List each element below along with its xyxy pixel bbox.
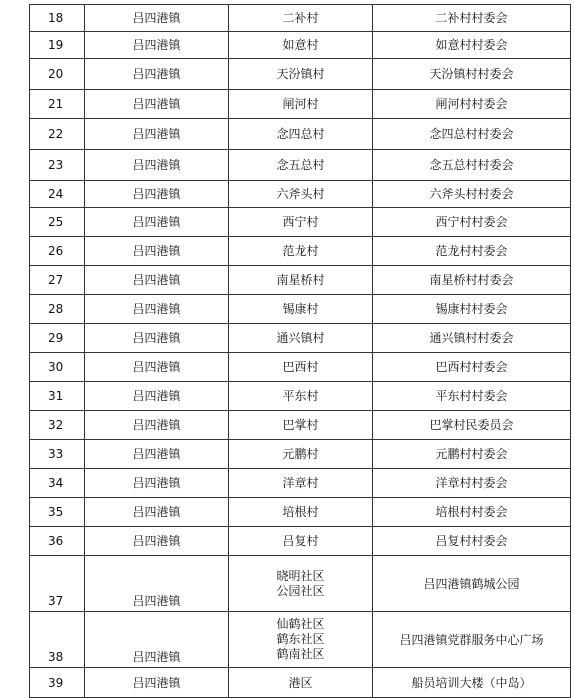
unit-cell: 通兴镇村村委会: [373, 324, 571, 353]
row-number: 18: [30, 5, 85, 32]
row-number: 19: [30, 32, 85, 59]
village-cell: 西宁村: [229, 208, 373, 237]
unit-cell: 巴掌村民委员会: [373, 411, 571, 440]
village-line: 公园社区: [276, 583, 325, 598]
table-row: [30, 150, 571, 181]
row-number: 39: [30, 668, 85, 698]
unit-cell: 范龙村村委会: [373, 237, 571, 266]
village-cell: [229, 556, 373, 612]
unit-cell: 念五总村村委会: [373, 150, 571, 181]
row-number: 21: [30, 90, 85, 119]
town-cell: 吕四港镇: [85, 469, 229, 498]
village-cell: 如意村: [229, 32, 373, 59]
table-row: [30, 266, 571, 295]
town-cell: 吕四港镇: [85, 556, 229, 612]
village-line: 晓明社区: [276, 568, 325, 583]
town-cell: 吕四港镇: [85, 498, 229, 527]
town-cell: 吕四港镇: [85, 411, 229, 440]
table-row-37: [30, 556, 571, 612]
table-row: [30, 119, 571, 150]
row-number: 24: [30, 181, 85, 208]
unit-cell: 念四总村村委会: [373, 119, 571, 150]
village-cell: 巴西村: [229, 353, 373, 382]
row-number: 28: [30, 295, 85, 324]
table-row: [30, 208, 571, 237]
row-number: 38: [30, 612, 85, 668]
unit-cell: 闸河村村委会: [373, 90, 571, 119]
town-cell: 吕四港镇: [85, 150, 229, 181]
village-cell: [229, 612, 373, 668]
town-cell: 吕四港镇: [85, 32, 229, 59]
village-cell: 培根村: [229, 498, 373, 527]
table-row-39: [30, 668, 571, 698]
row-number: 27: [30, 266, 85, 295]
village-cell: 二补村: [229, 5, 373, 32]
table-row: [30, 469, 571, 498]
row-number: 26: [30, 237, 85, 266]
village-cell: 港区: [229, 668, 373, 698]
row-number: 35: [30, 498, 85, 527]
table-row: [30, 237, 571, 266]
row-number: 36: [30, 527, 85, 556]
village-cell: 范龙村: [229, 237, 373, 266]
town-cell: 吕四港镇: [85, 353, 229, 382]
table-row: [30, 5, 571, 32]
village-cell: 巴掌村: [229, 411, 373, 440]
unit-cell: 西宁村村委会: [373, 208, 571, 237]
unit-cell: 船员培训大楼（中岛）: [373, 668, 571, 698]
town-cell: 吕四港镇: [85, 266, 229, 295]
unit-cell: 吕复村村委会: [373, 527, 571, 556]
table-row: [30, 527, 571, 556]
table-row: [30, 295, 571, 324]
town-cell: 吕四港镇: [85, 5, 229, 32]
table-row: [30, 498, 571, 527]
unit-cell: 天汾镇村村委会: [373, 59, 571, 90]
row-number: 33: [30, 440, 85, 469]
village-cell: 念四总村: [229, 119, 373, 150]
village-table: [29, 4, 571, 698]
unit-cell: 吕四港镇党群服务中心广场: [373, 612, 571, 668]
row-number: 37: [30, 556, 85, 612]
unit-cell: 如意村村委会: [373, 32, 571, 59]
table-row-38: [30, 612, 571, 668]
town-cell: 吕四港镇: [85, 324, 229, 353]
row-number: 20: [30, 59, 85, 90]
table-row: [30, 90, 571, 119]
table-row: [30, 411, 571, 440]
table-row: [30, 181, 571, 208]
village-cell: 六斧头村: [229, 181, 373, 208]
row-number: 23: [30, 150, 85, 181]
unit-cell: 吕四港镇鹤城公园: [373, 556, 571, 612]
village-line: 鹤南社区: [276, 647, 325, 661]
table-row: [30, 382, 571, 411]
row-number: 22: [30, 119, 85, 150]
town-cell: 吕四港镇: [85, 382, 229, 411]
row-number: 31: [30, 382, 85, 411]
village-cell: 天汾镇村: [229, 59, 373, 90]
town-cell: 吕四港镇: [85, 90, 229, 119]
unit-cell: 元鹏村村委会: [373, 440, 571, 469]
table-body: [30, 5, 571, 698]
town-cell: 吕四港镇: [85, 612, 229, 668]
row-number: 30: [30, 353, 85, 382]
table-row: [30, 32, 571, 59]
unit-cell: 洋章村村委会: [373, 469, 571, 498]
unit-cell: 南星桥村村委会: [373, 266, 571, 295]
unit-cell: 锡康村村委会: [373, 295, 571, 324]
table-row: [30, 324, 571, 353]
village-cell: 通兴镇村: [229, 324, 373, 353]
unit-cell: 平东村村委会: [373, 382, 571, 411]
village-cell: 南星桥村: [229, 266, 373, 295]
row-number: 32: [30, 411, 85, 440]
town-cell: 吕四港镇: [85, 295, 229, 324]
village-cell: 洋章村: [229, 469, 373, 498]
table-row: [30, 440, 571, 469]
village-line: 仙鹤社区: [276, 617, 325, 631]
town-cell: 吕四港镇: [85, 119, 229, 150]
village-cell: 吕复村: [229, 527, 373, 556]
town-cell: 吕四港镇: [85, 181, 229, 208]
town-cell: 吕四港镇: [85, 59, 229, 90]
row-number: 29: [30, 324, 85, 353]
village-cell: 闸河村: [229, 90, 373, 119]
town-cell: 吕四港镇: [85, 527, 229, 556]
unit-cell: 二补村村委会: [373, 5, 571, 32]
table-row: [30, 353, 571, 382]
unit-cell: 培根村村委会: [373, 498, 571, 527]
village-cell: 平东村: [229, 382, 373, 411]
village-cell: 念五总村: [229, 150, 373, 181]
unit-cell: 六斧头村村委会: [373, 181, 571, 208]
town-cell: 吕四港镇: [85, 208, 229, 237]
village-cell: 锡康村: [229, 295, 373, 324]
village-line: 鹤东社区: [276, 632, 325, 646]
town-cell: 吕四港镇: [85, 237, 229, 266]
table-row: [30, 59, 571, 90]
row-number: 25: [30, 208, 85, 237]
unit-cell: 巴西村村委会: [373, 353, 571, 382]
row-number: 34: [30, 469, 85, 498]
town-cell: 吕四港镇: [85, 668, 229, 698]
town-cell: 吕四港镇: [85, 440, 229, 469]
village-cell: 元鹏村: [229, 440, 373, 469]
